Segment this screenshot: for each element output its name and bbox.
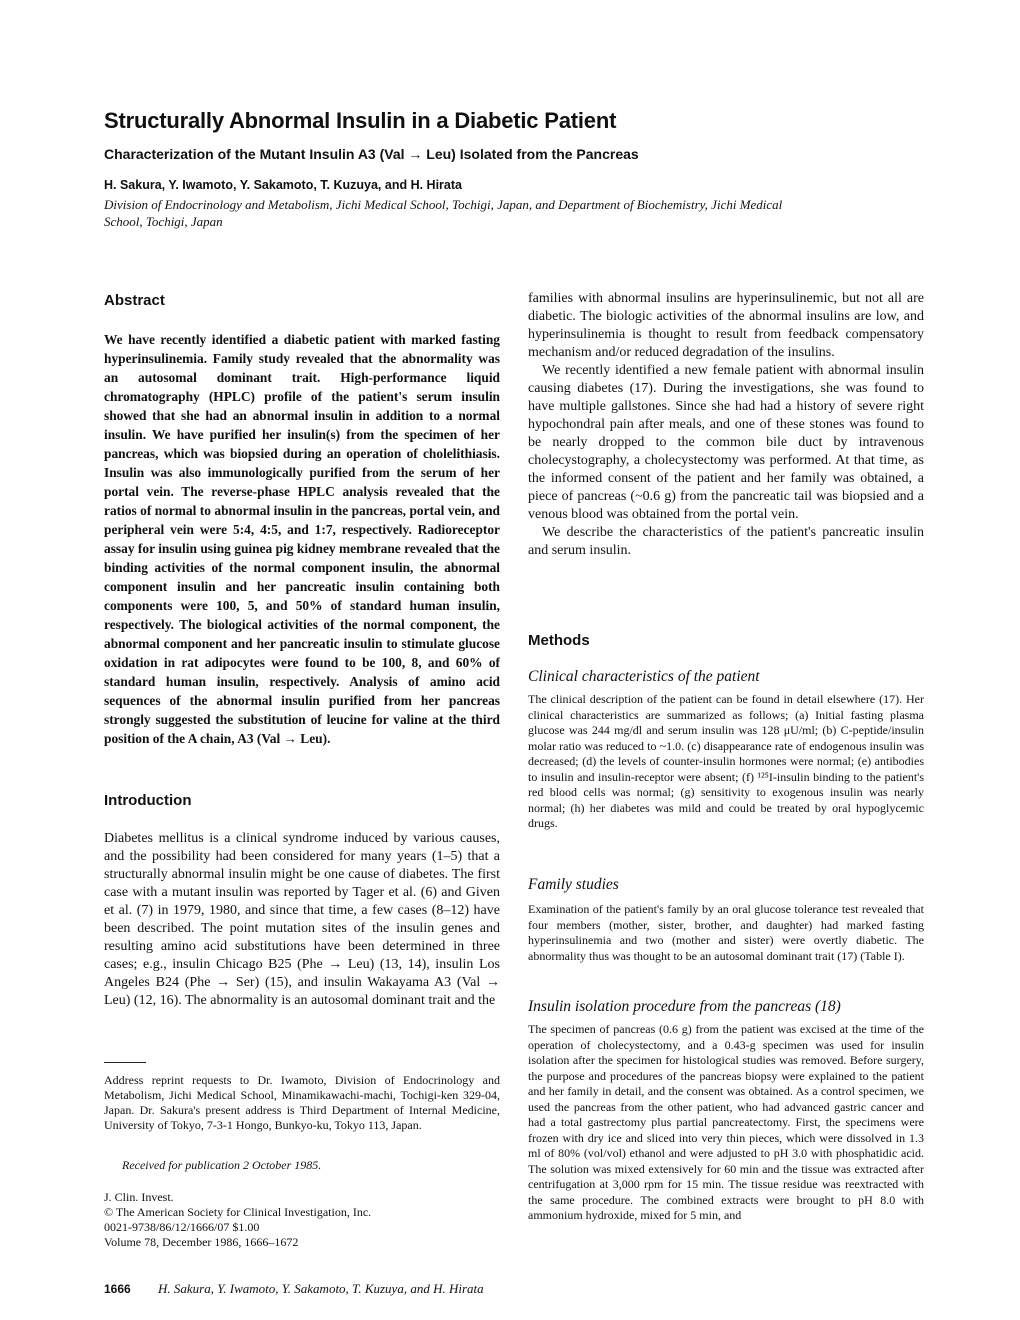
family-studies-heading: Family studies xyxy=(528,876,619,893)
footnote-divider xyxy=(104,1062,146,1063)
clinical-text: The clinical description of the patient can be found in detail elsewhere (17). Her clinical characteristics are summarized as follows; (a) Initial fasting plasma glucose was 244 mg/dl and serum insulin was 128 μU/ml; (b) C-peptide/insulin molar ratio was reduced to ~1.0. (c) disappearance rate of endogenous insulin was decreased; (d) the levels of counter-insulin hormones were normal; (e) antibodies to insulin and insulin-receptor were absent; (f) ¹²⁵I-insulin binding to the patient's red blood cells was normal; (g) sensitivity to exogenous insulin was nearly normal; (h) her diabetes was mild and could be treated by oral hypoglycemic drugs. xyxy=(528,692,924,830)
abstract-heading: Abstract xyxy=(104,292,165,309)
introduction-continued xyxy=(528,290,924,560)
methods-heading: Methods xyxy=(528,632,590,649)
introduction-heading: Introduction xyxy=(104,792,192,809)
article-title: Structurally Abnormal Insulin in a Diabetic Patient xyxy=(104,108,617,133)
intro-paragraph-3: We describe the characteristics of the patient's pancreatic insulin and serum insulin. xyxy=(528,525,924,558)
page-number: 1666 xyxy=(104,1282,131,1296)
intro-paragraph-1: families with abnormal insulins are hyperinsulinemic, but not all are diabetic. The biologic activities of the abnormal insulins are low, and hyperinsulinemia is thought to result from feedback compensatory mechanism and/or reduced degradation of the insulins. xyxy=(528,291,924,360)
isolation-heading: Insulin isolation procedure from the pancreas (18) xyxy=(528,998,841,1015)
received-date: Received for publication 2 October 1985. xyxy=(122,1158,322,1172)
issn-line: 0021-9738/86/12/1666/07 $1.00 xyxy=(104,1220,260,1234)
isolation-text: The specimen of pancreas (0.6 g) from the patient was excised at the time of the operation of cholecystectomy, and a 0.43-g specimen was used for insulin isolation after the specimen for histological studies was removed. Before surgery, the purpose and procedures of the pancreas biopsy were explained to the patient and her family in detail, and the consent was obtained. As a control specimen, we used the pancreas from the other patient, who had advanced gastric cancer and had a total gastrectomy plus partial pancreatectomy. First, the specimens were frozen with dry ice and sliced into very thin pieces, which were dissolved in 1.3 ml of 80% (vol/vol) ethanol and were adjusted to pH 3.0 with phosphatidic acid. The solution was mixed extensively for 60 min and the tissue was extracted after centrifugation at 3,000 rpm for 15 min. The tissue residue was reextracted with the same procedure. The combined extracts were brought to pH 8.0 with ammonium hydroxide, mixed for 5 min, and xyxy=(528,1022,924,1222)
clinical-heading: Clinical characteristics of the patient xyxy=(528,668,760,685)
journal-info xyxy=(104,1190,371,1250)
article-subtitle: Characterization of the Mutant Insulin A3 (Val → Leu) Isolated from the Pancreas xyxy=(104,146,639,162)
volume-line: Volume 78, December 1986, 1666–1672 xyxy=(104,1235,299,1249)
family-studies-text: Examination of the patient's family by an oral glucose tolerance test revealed that four members (mother, sister, brother, and daughter) had marked fasting hyperinsulinemia and two (mother and sister) were overtly diabetic. The abnormality thus was thought to be an autosomal dominant trait (17) (Table I). xyxy=(528,902,924,963)
introduction-paragraph: Diabetes mellitus is a clinical syndrome induced by various causes, and the possibility had been considered for many years (1–5) that a structurally abnormal insulin might be one cause of diabetes. The first case with a mutant insulin was reported by Tager et al. (6) and Given et al. (7) in 1979, 1980, and since that time, a few cases (8–12) have been described. The point mutation sites of the insulin genes and resulting amino acid substitutions have been determined in three cases; e.g., insulin Chicago B25 (Phe → Leu) (13, 14), insulin Los Angeles B24 (Phe → Ser) (15), and insulin Wakayama A3 (Val → Leu) (12, 16). The abnormality is an autosomal dominant trait and the xyxy=(104,831,500,1008)
running-footer-authors: H. Sakura, Y. Iwamoto, Y. Sakamoto, T. Kuzuya, and H. Hirata xyxy=(158,1281,484,1296)
abstract-text: We have recently identified a diabetic patient with marked fasting hyperinsulinemia. Family study revealed that the abnormality was an autosomal dominant trait. High-performance liquid chromatography (HPLC) profile of the patient's serum insulin showed that she had an abnormal insulin in addition to a normal insulin. We have purified her insulin(s) from the specimen of her pancreas, which was biopsied during an operation of cholelithiasis. Insulin was also immunologically purified from the serum of her portal vein. The reverse-phase HPLC analysis revealed that the ratios of normal to abnormal insulin in the pancreas, portal vein, and peripheral vein were 5:4, 4:5, and 1:7, respectively. Radioreceptor assay for insulin using guinea pig kidney membrane revealed that the binding activities of the normal component insulin, the abnormal component insulin and her pancreatic insulin containing both components were 100, 5, and 50% of standard human insulin, respectively. The biological activities of the normal component, the abnormal component and her pancreatic insulin to stimulate glucose oxidation in rat adipocytes were found to be 100, 8, and 60% of standard human insulin, respectively. Analysis of amino acid sequences of the abnormal insulin purified from her pancreas strongly suggested the substitution of leucine for valine at the third position of the A chain, A3 (Val → Leu). xyxy=(104,332,500,746)
introduction-section xyxy=(104,830,500,1010)
copyright-line: © The American Society for Clinical Investigation, Inc. xyxy=(104,1205,372,1219)
journal-name: J. Clin. Invest. xyxy=(104,1190,174,1204)
footnote-address: Address reprint requests to Dr. Iwamoto, Division of Endocrinology and Metabolism, Jichi Medical School, Minamikawachi-machi, Tochigi-ken 329-04, Japan. Dr. Sakura's present address is Third Department of Internal Medicine, University of Tokyo, 7-3-1 Hongo, Bunkyo-ku, Tokyo 113, Japan. xyxy=(104,1073,500,1132)
intro-paragraph-2: We recently identified a new female patient with abnormal insulin causing diabetes (17). During the investigations, she was found to have multiple gallstones. Since she had had a history of severe right hypochondral pain after meals, and one of these stones was found to be nearly dropped to the common bile duct by intravenous cholecystography, a cholecystectomy was performed. At that time, as the informed consent of the patient and her family was obtained, a piece of pancreas (~0.6 g) from the pancreatic tail was biopsied and a venous blood was obtained from the portal vein. xyxy=(528,363,924,522)
author-list: H. Sakura, Y. Iwamoto, Y. Sakamoto, T. Kuzuya, and H. Hirata xyxy=(104,178,462,192)
author-affiliation: Division of Endocrinology and Metabolism, Jichi Medical School, Tochigi, Japan, and Department of Biochemistry, Jichi Medical School, Tochigi, Japan xyxy=(104,197,783,229)
